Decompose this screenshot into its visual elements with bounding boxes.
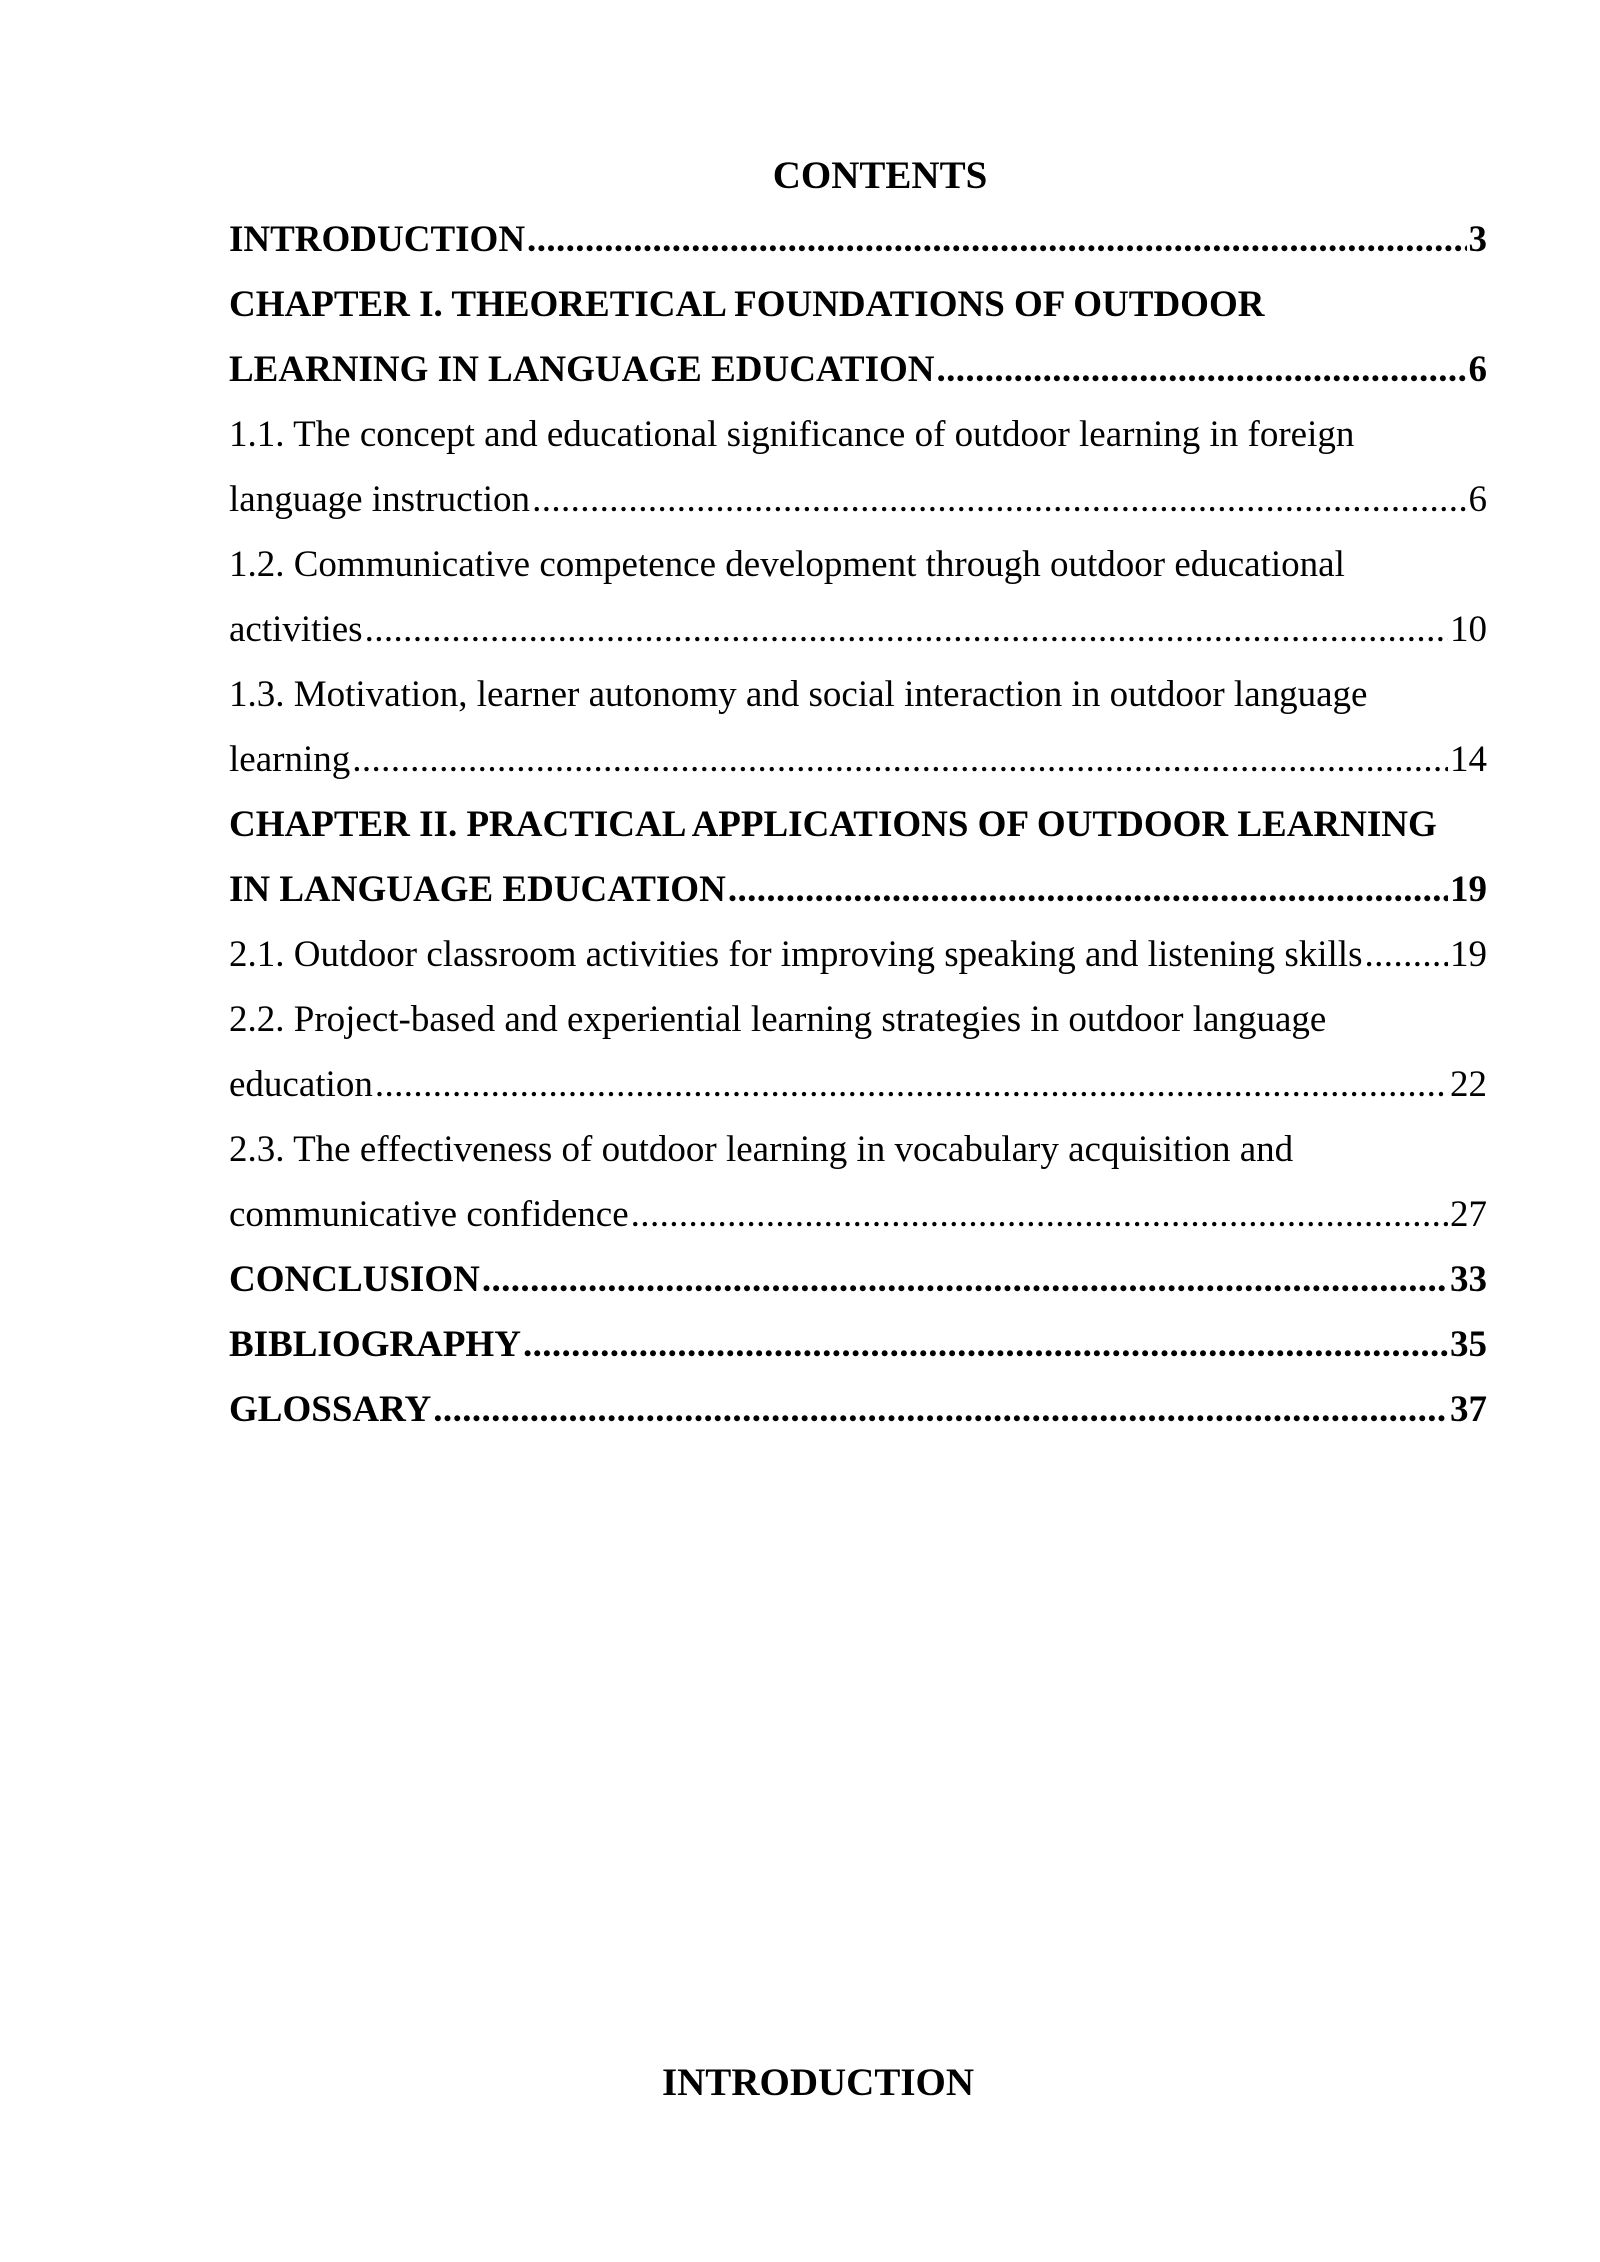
dot-leader bbox=[532, 467, 1466, 532]
toc-entry-title: CONCLUSION bbox=[229, 1259, 480, 1300]
toc-entry[interactable] bbox=[229, 272, 1487, 402]
toc-entry-final-line bbox=[229, 1247, 1487, 1312]
dot-leader bbox=[523, 1312, 1448, 1377]
toc-entry-title: 2.1. Outdoor classroom activities for improving speaking and listening skills bbox=[229, 934, 1363, 975]
toc-entry[interactable] bbox=[229, 922, 1487, 987]
toc-entry-title: GLOSSARY bbox=[229, 1389, 432, 1430]
dot-leader bbox=[728, 857, 1448, 922]
dot-leader bbox=[365, 597, 1448, 662]
toc-entry-final-line bbox=[229, 337, 1487, 402]
toc-entry[interactable] bbox=[229, 1312, 1487, 1377]
toc-page-number: 22 bbox=[1450, 1064, 1487, 1105]
toc-entry-final-line bbox=[229, 467, 1487, 532]
toc-entry-title: communicative confidence bbox=[229, 1194, 629, 1235]
toc-entry-final-line bbox=[229, 1312, 1487, 1377]
toc-entry-text-line: CHAPTER I. THEORETICAL FOUNDATIONS OF OUTDOOR bbox=[229, 284, 1265, 325]
toc-entry-title: education bbox=[229, 1064, 373, 1105]
toc-page-number: 35 bbox=[1450, 1324, 1487, 1365]
dot-leader bbox=[433, 1377, 1448, 1442]
toc-entry-final-line bbox=[229, 1052, 1487, 1117]
toc-title: CONTENTS bbox=[772, 154, 988, 197]
toc-entry-text-line: 2.2. Project-based and experiential learning strategies in outdoor language bbox=[229, 999, 1327, 1040]
toc-entry-text-line: 1.2. Communicative competence development through outdoor educational bbox=[229, 544, 1345, 585]
toc-entry-title: activities bbox=[229, 609, 363, 650]
toc-page-number: 6 bbox=[1468, 349, 1487, 390]
table-of-contents bbox=[229, 207, 1487, 1442]
toc-entry-title: BIBLIOGRAPHY bbox=[229, 1324, 521, 1365]
toc-entry[interactable] bbox=[229, 987, 1487, 1117]
toc-page-number: 14 bbox=[1450, 739, 1487, 780]
toc-page-number: 3 bbox=[1468, 219, 1487, 260]
dot-leader bbox=[1365, 922, 1449, 987]
toc-entry-text-line: 1.1. The concept and educational significance of outdoor learning in foreign bbox=[229, 414, 1355, 455]
dot-leader bbox=[352, 727, 1448, 792]
toc-entry-title: LEARNING IN LANGUAGE EDUCATION bbox=[229, 349, 935, 390]
toc-entry-final-line bbox=[229, 857, 1487, 922]
toc-entry-text-line: CHAPTER II. PRACTICAL APPLICATIONS OF OUTDOOR LEARNING bbox=[229, 804, 1437, 845]
toc-page-number: 6 bbox=[1468, 479, 1487, 520]
toc-entry-final-line bbox=[229, 207, 1487, 272]
toc-entry[interactable] bbox=[229, 1117, 1487, 1247]
toc-entry[interactable] bbox=[229, 402, 1487, 532]
toc-page-number: 19 bbox=[1450, 869, 1487, 910]
toc-entry[interactable] bbox=[229, 207, 1487, 272]
dot-leader bbox=[375, 1052, 1448, 1117]
toc-page-number: 10 bbox=[1450, 609, 1487, 650]
toc-entry-title: language instruction bbox=[229, 479, 531, 520]
toc-entry[interactable] bbox=[229, 662, 1487, 792]
toc-entry-final-line bbox=[229, 922, 1487, 987]
toc-entry-title: IN LANGUAGE EDUCATION bbox=[229, 869, 726, 910]
dot-leader bbox=[631, 1182, 1448, 1247]
toc-page-number: 27 bbox=[1450, 1194, 1487, 1235]
toc-entry-final-line bbox=[229, 1182, 1487, 1247]
toc-entry-text-line: 1.3. Motivation, learner autonomy and social interaction in outdoor language bbox=[229, 674, 1368, 715]
toc-entry-text-line: 2.3. The effectiveness of outdoor learning in vocabulary acquisition and bbox=[229, 1129, 1294, 1170]
toc-page-number: 33 bbox=[1450, 1259, 1487, 1300]
toc-entry[interactable] bbox=[229, 792, 1487, 922]
toc-page-number: 19 bbox=[1450, 934, 1487, 975]
toc-entry-title: learning bbox=[229, 739, 351, 780]
toc-entry[interactable] bbox=[229, 1377, 1487, 1442]
toc-entry[interactable] bbox=[229, 532, 1487, 662]
toc-entry[interactable] bbox=[229, 1247, 1487, 1312]
dot-leader bbox=[482, 1247, 1448, 1312]
toc-entry-final-line bbox=[229, 1377, 1487, 1442]
toc-entry-final-line bbox=[229, 597, 1487, 662]
toc-entry-title: INTRODUCTION bbox=[229, 219, 526, 260]
toc-page-number: 37 bbox=[1450, 1389, 1487, 1430]
toc-entry-final-line bbox=[229, 727, 1487, 792]
introduction-heading: INTRODUCTION bbox=[661, 2061, 975, 2104]
dot-leader bbox=[527, 207, 1466, 272]
dot-leader bbox=[936, 337, 1466, 402]
